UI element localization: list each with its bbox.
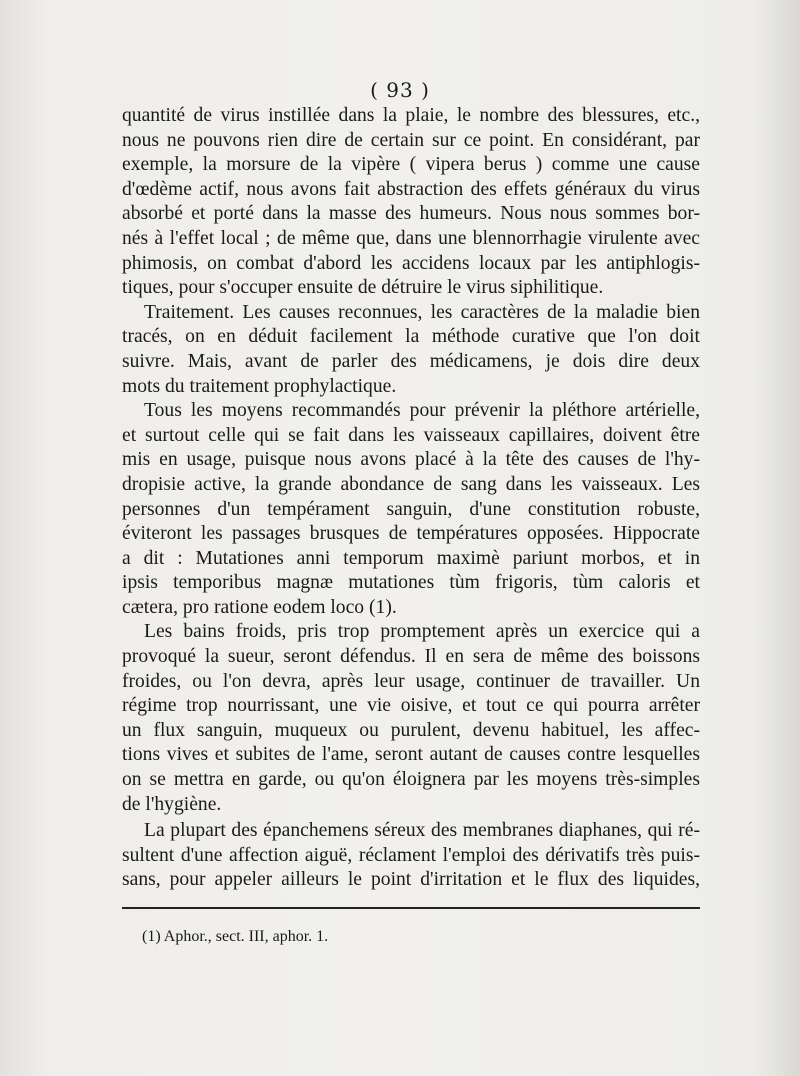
text-line: mis en usage, puisque nous avons placé à la tête des causes de l'hy-	[122, 449, 700, 471]
text-line: un flux sanguin, muqueux ou purulent, devenu habituel, les affec-	[122, 719, 700, 741]
text-line: La plupart des épanchemens séreux des membranes diaphanes, qui ré-	[144, 820, 700, 842]
text-line: on se mettra en garde, ou qu'on éloignera par les moyens très-simples	[122, 769, 700, 791]
text-line: sultent d'une affection aiguë, réclament l'emploi des dérivatifs très puis-	[122, 844, 700, 866]
text-line: de l'hygiène.	[122, 793, 222, 815]
page-number: ( 93 )	[370, 78, 430, 102]
text-line: cætera, pro ratione eodem loco (1).	[122, 596, 397, 618]
text-line: exemple, la morsure de la vipère ( vipera berus ) comme une cause	[122, 154, 700, 176]
text-line: nous ne pouvons rien dire de certain sur ce point. En considérant, par	[122, 129, 700, 151]
text-line: tions vives et subites de l'ame, seront autant de causes contre lesquelles	[122, 744, 700, 766]
text-line: suivre. Mais, avant de parler des médicamens, je dois dire deux	[122, 350, 700, 372]
footnote-rule	[122, 907, 700, 909]
text-line: mots du traitement prophylactique.	[122, 375, 397, 397]
footnote: (1) Aphor., sect. III, aphor. 1.	[142, 928, 329, 945]
text-line: et surtout celle qui se fait dans les vaisseaux capillaires, doivent être	[122, 424, 700, 446]
text-line: a dit : Mutationes anni temporum maximè pariunt morbos, et in	[122, 547, 700, 569]
text-line: d'œdème actif, nous avons fait abstraction des effets généraux du virus	[122, 178, 700, 200]
text-line: régime trop nourrissant, une vie oisive, et tout ce qui pourra arrêter	[122, 695, 700, 717]
text-line: Tous les moyens recommandés pour prévenir la pléthore artérielle,	[144, 400, 700, 422]
text-line: absorbé et porté dans la masse des humeurs. Nous nous sommes bor-	[122, 203, 700, 225]
text-line: nés à l'effet local ; de même que, dans une blennorrhagie virulente avec	[122, 227, 700, 249]
text-line: tracés, on en déduit facilement la méthode curative que l'on doit	[122, 326, 700, 348]
text-line: tiques, pour s'occuper ensuite de détruire le virus siphilitique.	[122, 277, 604, 299]
body-text	[122, 104, 700, 893]
text-line: quantité de virus instillée dans la plaie, le nombre des blessures, etc.,	[122, 105, 700, 126]
text-line: phimosis, on combat d'abord les accidens locaux par les antiphlogis-	[122, 252, 700, 274]
text-line: froides, ou l'on devra, après leur usage, continuer de travailler. Un	[122, 670, 700, 692]
text-line: éviteront les passages brusques de températures opposées. Hippocrate	[122, 523, 700, 545]
text-line: personnes d'un tempérament sanguin, d'une constitution robuste,	[122, 498, 700, 520]
text-line: dropisie active, la grande abondance de sang dans les vaisseaux. Les	[122, 473, 700, 495]
text-line: Traitement. Les causes reconnues, les caractères de la maladie bien	[144, 301, 700, 323]
text-line: provoqué la sueur, seront défendus. Il en sera de même des boissons	[122, 646, 700, 668]
text-line: Les bains froids, pris trop promptement après un exercice qui a	[144, 621, 700, 643]
text-line: sans, pour appeler ailleurs le point d'irritation et le flux des liquides,	[122, 869, 700, 891]
text-line: ipsis temporibus magnæ mutationes tùm frigoris, tùm caloris et	[122, 572, 700, 594]
